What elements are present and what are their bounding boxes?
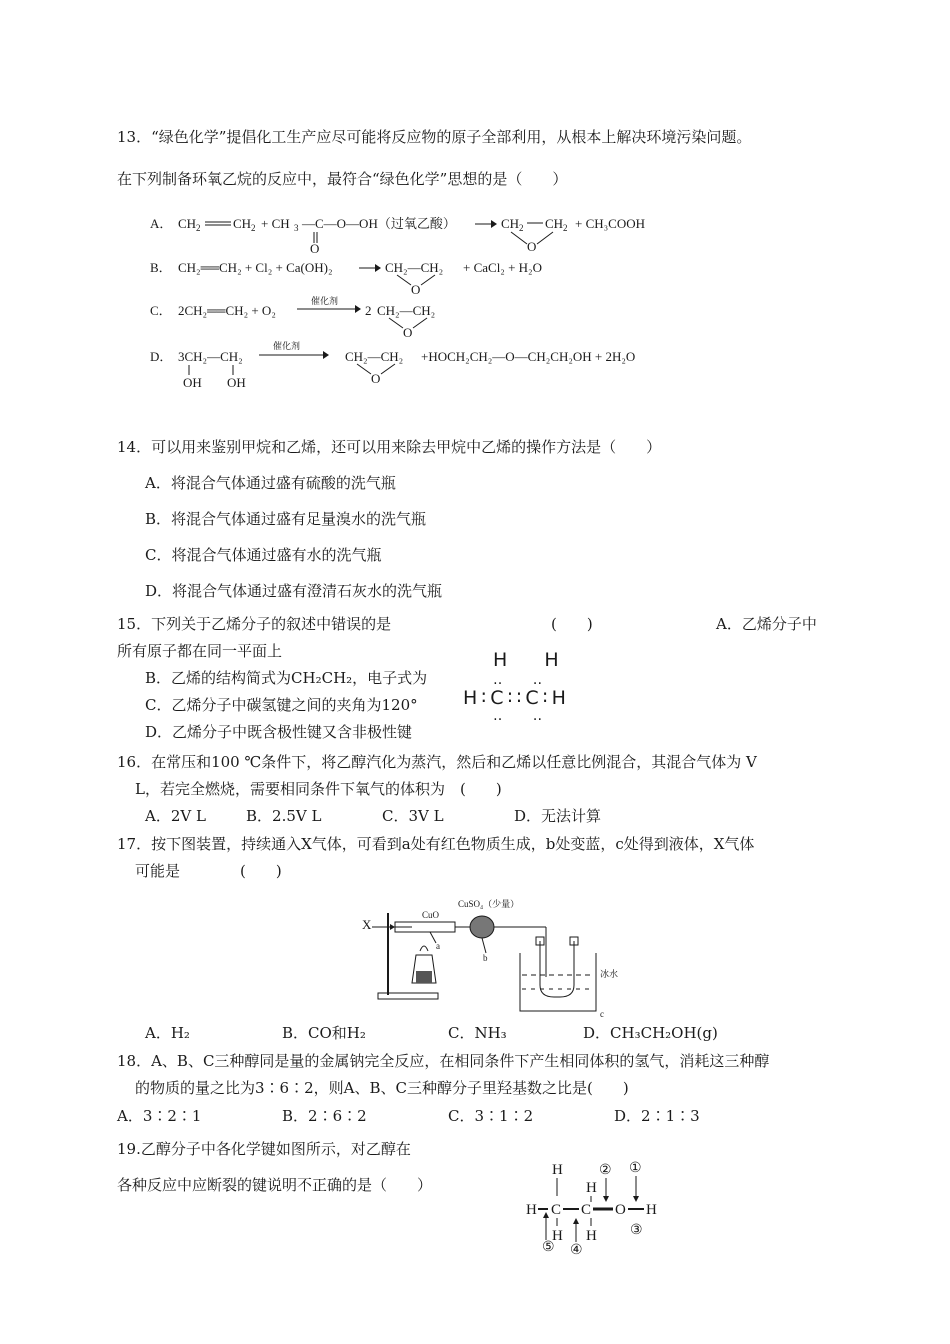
q15-option-a-part2: 所有原子都在同一平面上 [117, 642, 283, 660]
svg-text:③: ③ [630, 1223, 643, 1238]
svg-text:2: 2 [196, 223, 201, 233]
q16-stem-line2: L，若完全燃烧，需要相同条件下氧气的体积为 ( ) [135, 780, 502, 798]
q17-apparatus-diagram [360, 893, 630, 1021]
svg-text:3CH₂—CH₂: 3CH₂—CH₂ [178, 349, 243, 364]
svg-text:O: O [615, 1202, 626, 1218]
svg-text:①: ① [629, 1161, 642, 1176]
q17-option-d: D．CH₃CH₂OH(g) [583, 1024, 718, 1042]
svg-text:D．: D． [150, 349, 173, 364]
q16-option-b: B．2.5V L [246, 807, 322, 825]
svg-text:+ CH₃COOH: + CH₃COOH [575, 216, 646, 231]
svg-text:CH₂══CH₂ + Cl₂ + Ca(OH)₂: CH₂══CH₂ + Cl₂ + Ca(OH)₂ [178, 260, 333, 275]
q18-option-d: D．2∶1∶3 [614, 1107, 700, 1125]
svg-text:②: ② [599, 1163, 612, 1178]
q13-option-c [150, 295, 435, 340]
svg-text:⑤: ⑤ [542, 1240, 555, 1255]
svg-text:CH₂—CH₂: CH₂—CH₂ [385, 260, 444, 275]
svg-text:X: X [362, 917, 372, 932]
svg-text:④: ④ [570, 1243, 583, 1258]
svg-text:2CH₂══CH₂ + O₂: 2CH₂══CH₂ + O₂ [178, 303, 276, 318]
svg-text:B．: B． [150, 260, 172, 275]
q15-option-a-part1: A．乙烯分子中 [716, 615, 817, 633]
svg-text:a: a [436, 941, 440, 951]
svg-text:—C—O—OH（过氧乙酸）: —C—O—OH（过氧乙酸） [302, 216, 456, 231]
q15-stem: 15．下列关于乙烯分子的叙述中错误的是 [117, 615, 392, 633]
q13-stem-line1: 13．“绿色化学”提倡化工生产应尽可能将反应物的原子全部利用，从根本上解决环境污染问题。 [117, 128, 752, 146]
svg-text:H: H [646, 1202, 657, 1218]
svg-text:C: C [551, 1202, 562, 1218]
svg-text:OH: OH [183, 375, 202, 390]
svg-text:CuSO₄（少量）: CuSO₄（少量） [458, 899, 520, 909]
q17-stem-line1: 17．按下图装置，持续通入X气体，可看到a处有红色物质生成，b处变蓝，c处得到液体，X气体 [117, 835, 755, 853]
q15-option-c: C．乙烯分子中碳氢键之间的夹角为120° [145, 696, 418, 714]
svg-text:2: 2 [519, 223, 524, 233]
ethanol-bond-diagram [520, 1152, 670, 1258]
q16-option-a: A．2V L [145, 807, 206, 825]
q17-option-a: A．H₂ [145, 1024, 190, 1042]
svg-text:H: H [552, 1228, 563, 1244]
svg-text:c: c [600, 1009, 604, 1019]
svg-text:C: C [581, 1202, 592, 1218]
q13-equations [145, 205, 745, 395]
q17-option-b: B．CO和H₂ [282, 1024, 366, 1042]
q14-option-c: C．将混合气体通过盛有水的洗气瓶 [145, 546, 382, 564]
svg-text:CH: CH [178, 216, 197, 231]
svg-text:H: H [526, 1202, 537, 1218]
q16-option-c: C．3V L [382, 807, 444, 825]
q18-option-c: C．3∶1∶2 [448, 1107, 534, 1125]
q13-option-b [150, 260, 542, 297]
svg-text:O: O [403, 325, 413, 340]
svg-text:CH₂—CH₂: CH₂—CH₂ [377, 303, 436, 318]
q18-stem-line2: 的物质的量之比为3∶6∶2，则A、B、C三种醇分子里羟基数之比是( ) [135, 1079, 629, 1097]
svg-text:O: O [371, 371, 381, 386]
svg-text:OH: OH [227, 375, 246, 390]
svg-text:催化剂: 催化剂 [311, 296, 339, 306]
q14-option-a: A．将混合气体通过盛有硫酸的洗气瓶 [145, 474, 396, 492]
q19-stem-line1: 19.乙醇分子中各化学键如图所示，对乙醇在 [117, 1140, 411, 1158]
svg-text:O: O [411, 282, 421, 297]
svg-text:3: 3 [294, 223, 299, 233]
svg-text:+ CaCl₂ + H₂O: + CaCl₂ + H₂O [463, 260, 542, 275]
q14-stem: 14．可以用来鉴别甲烷和乙烯，还可以用来除去甲烷中乙烯的操作方法是（ ） [117, 438, 662, 456]
q18-option-a: A．3∶2∶1 [117, 1107, 202, 1125]
svg-text:+ CH: + CH [261, 216, 290, 231]
q15-option-d: D．乙烯分子中既含极性键又含非极性键 [145, 723, 413, 741]
svg-text:催化剂: 催化剂 [273, 341, 301, 351]
q16-stem-line1: 16．在常压和100 ℃条件下，将乙醇汽化为蒸汽，然后和乙烯以任意比例混合，其混合气体为 V [117, 753, 757, 771]
svg-text:H: H [552, 1162, 563, 1178]
q14-option-d: D．将混合气体通过盛有澄清石灰水的洗气瓶 [145, 582, 443, 600]
svg-text:H: H [586, 1180, 597, 1196]
svg-text:O: O [527, 239, 537, 254]
svg-text:H: H [586, 1228, 597, 1244]
q18-stem-line1: 18．A、B、C三种醇同是量的金属钠完全反应，在相同条件下产生相同体积的氢气，消耗这三种醇 [117, 1052, 770, 1070]
q18-option-b: B．2∶6∶2 [282, 1107, 367, 1125]
q15-option-b: B．乙烯的结构简式为CH₂CH₂，电子式为 [145, 669, 428, 687]
q19-stem-line2: 各种反应中应断裂的键说明不正确的是（ ） [117, 1176, 433, 1194]
q13-stem-line2: 在下列制备环氧乙烷的反应中，最符合“绿色化学”思想的是（ ） [117, 170, 568, 188]
svg-text:CH: CH [233, 216, 252, 231]
ethylene-electron-formula-dots-top: ‥ ‥ [493, 672, 547, 688]
svg-text:A．: A． [150, 216, 173, 231]
q15-answer-paren: ( ) [551, 615, 593, 633]
q17-option-c: C．NH₃ [448, 1024, 507, 1042]
svg-text:2: 2 [365, 303, 372, 318]
ethylene-electron-formula-dots-bottom: ‥ ‥ [493, 708, 547, 724]
svg-text:CuO: CuO [422, 910, 440, 920]
q17-stem-line2: 可能是 ( ) [135, 862, 282, 880]
q13-option-a [150, 216, 645, 256]
q14-option-b: B．将混合气体通过盛有足量溴水的洗气瓶 [145, 510, 427, 528]
svg-text:b: b [483, 953, 488, 963]
ethylene-electron-formula-top: H H [493, 649, 563, 671]
q13-option-d [150, 340, 635, 390]
svg-text:2: 2 [251, 223, 256, 233]
svg-text:2: 2 [563, 223, 568, 233]
q16-option-d: D．无法计算 [514, 807, 602, 825]
ethylene-electron-formula-main: H∶C∶∶C∶H [463, 687, 570, 709]
svg-text:+HOCH₂CH₂—O—CH₂CH₂OH + 2H₂O: +HOCH₂CH₂—O—CH₂CH₂OH + 2H₂O [421, 349, 636, 364]
svg-text:CH: CH [545, 216, 564, 231]
svg-text:冰水: 冰水 [600, 969, 619, 979]
svg-text:CH₂—CH₂: CH₂—CH₂ [345, 349, 404, 364]
svg-text:C．: C． [150, 303, 172, 318]
svg-text:CH: CH [501, 216, 520, 231]
svg-text:O: O [310, 241, 320, 256]
